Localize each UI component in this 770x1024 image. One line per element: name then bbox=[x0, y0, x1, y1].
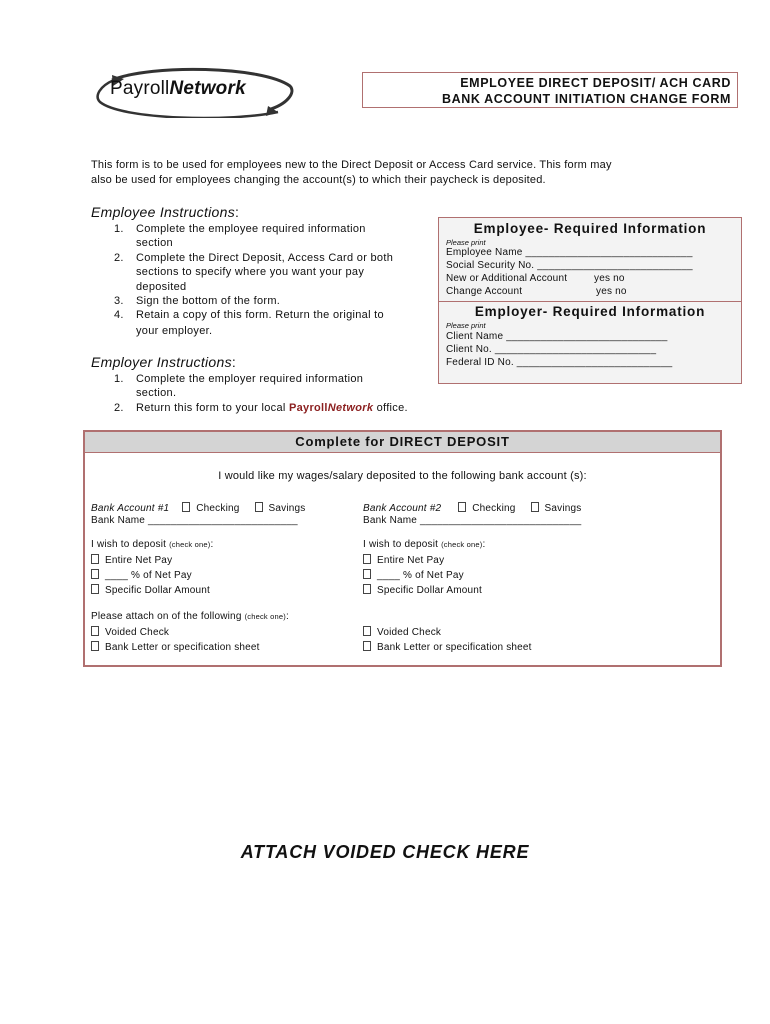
account-1-wish-label: I wish to deposit (check one): bbox=[91, 539, 214, 550]
account-2-savings-option[interactable]: Savings bbox=[531, 503, 582, 514]
brand-payroll: Payroll bbox=[288, 401, 328, 414]
employer-instructions-heading: Employer Instructions: bbox=[91, 354, 237, 370]
ssn-field[interactable]: Social Security No. ___________________________ bbox=[446, 260, 693, 271]
checkbox-icon[interactable] bbox=[91, 641, 99, 651]
checkbox-icon[interactable] bbox=[458, 502, 466, 512]
account-2-percent-option[interactable]: ____ % of Net Pay bbox=[363, 569, 464, 581]
account-2-checking-option[interactable]: Checking bbox=[458, 503, 515, 514]
checkbox-icon[interactable] bbox=[255, 502, 263, 512]
account-1-bank-letter-option[interactable]: Bank Letter or specification sheet bbox=[91, 641, 260, 653]
checkbox-icon[interactable] bbox=[363, 584, 371, 594]
account-2-wish-label: I wish to deposit (check one): bbox=[363, 539, 486, 550]
intro-paragraph bbox=[91, 158, 731, 188]
bank-2-name-field[interactable]: Bank Name ____________________________ bbox=[363, 515, 582, 526]
account-1-savings-option[interactable]: Savings bbox=[255, 503, 306, 514]
employee-instruction-item: 1. Complete the employee required information section bbox=[114, 223, 366, 250]
account-2-entire-net-pay-option[interactable]: Entire Net Pay bbox=[363, 554, 444, 566]
payroll-network-logo bbox=[92, 66, 298, 118]
new-account-yes-no[interactable]: yes no bbox=[594, 273, 625, 284]
checkbox-icon[interactable] bbox=[531, 502, 539, 512]
account-2-voided-check-option[interactable]: Voided Check bbox=[363, 626, 441, 638]
checkbox-icon[interactable] bbox=[363, 569, 371, 579]
intro-line1: This form is to be used for employees new to the Direct Deposit or Access Card service. This form may bbox=[91, 159, 612, 171]
intro-line2: also be used for employees changing the account(s) to which their paycheck is deposited. bbox=[91, 174, 546, 186]
required-information-panel bbox=[438, 217, 742, 384]
employee-instructions-list bbox=[114, 222, 434, 339]
account-1-entire-net-pay-option[interactable]: Entire Net Pay bbox=[91, 554, 172, 566]
checkbox-icon[interactable] bbox=[182, 502, 190, 512]
form-title-line2: BANK ACCOUNT INITIATION CHANGE FORM bbox=[441, 92, 731, 106]
checkbox-icon[interactable] bbox=[91, 554, 99, 564]
direct-deposit-section bbox=[83, 430, 722, 667]
employee-required-heading: Employee- Required Information bbox=[473, 221, 707, 236]
account-1-percent-option[interactable]: ____ % of Net Pay bbox=[91, 569, 192, 581]
bank-account-1-row bbox=[91, 502, 305, 514]
form-title-box bbox=[362, 72, 738, 108]
client-no-field[interactable]: Client No. ____________________________ bbox=[446, 344, 657, 355]
attach-voided-check-heading: ATTACH VOIDED CHECK HERE bbox=[240, 842, 530, 862]
employer-instruction-item: 1. Complete the employer required information section. bbox=[114, 373, 364, 400]
account-1-voided-check-option[interactable]: Voided Check bbox=[91, 626, 169, 638]
checkbox-icon[interactable] bbox=[363, 626, 371, 636]
employer-instruction-item: 2. Return this form to your local PayrollNetwork office. bbox=[114, 401, 408, 414]
bank-1-name-field[interactable]: Bank Name __________________________ bbox=[91, 515, 298, 526]
employee-please-print: Please print bbox=[446, 238, 486, 247]
federal-id-field[interactable]: Federal ID No. ___________________________ bbox=[446, 357, 673, 368]
brand-network: Network bbox=[327, 401, 374, 414]
account-2-bank-letter-option[interactable]: Bank Letter or specification sheet bbox=[363, 641, 532, 653]
checkbox-icon[interactable] bbox=[91, 626, 99, 636]
direct-deposit-intro: I would like my wages/salary deposited to the following bank account (s): bbox=[218, 470, 587, 482]
client-name-field[interactable]: Client Name ____________________________ bbox=[446, 331, 668, 342]
employer-required-heading: Employer- Required Information bbox=[474, 304, 706, 319]
attach-prompt: Please attach on of the following (check one): bbox=[91, 611, 289, 622]
logo-text-payroll: Payroll bbox=[110, 78, 170, 99]
account-1-dollar-option[interactable]: Specific Dollar Amount bbox=[91, 584, 210, 596]
panel-divider bbox=[439, 301, 741, 302]
checkbox-icon[interactable] bbox=[91, 584, 99, 594]
employee-instruction-item: 4. Retain a copy of this form. Return the original to your employer. bbox=[114, 309, 384, 337]
employee-instructions-heading: Employee Instructions: bbox=[91, 204, 240, 220]
form-title-line1: EMPLOYEE DIRECT DEPOSIT/ ACH CARD bbox=[460, 76, 731, 90]
employer-please-print: Please print bbox=[446, 321, 486, 330]
change-account-label: Change Account bbox=[446, 286, 523, 297]
direct-deposit-header: Complete for DIRECT DEPOSIT bbox=[85, 432, 720, 453]
account-2-dollar-option[interactable]: Specific Dollar Amount bbox=[363, 584, 482, 596]
bank-account-2-label: Bank Account #2 bbox=[363, 503, 442, 514]
checkbox-icon[interactable] bbox=[363, 641, 371, 651]
bank-account-2-row bbox=[363, 502, 581, 514]
employee-instruction-item: 2. Complete the Direct Deposit, Access Card or both sections to specify where you want your pay deposited bbox=[114, 251, 394, 293]
checkbox-icon[interactable] bbox=[91, 569, 99, 579]
logo-text-network: Network bbox=[169, 78, 246, 99]
employee-instruction-item: 3. Sign the bottom of the form. bbox=[114, 295, 281, 308]
bank-account-1-label: Bank Account #1 bbox=[91, 503, 170, 514]
new-account-label: New or Additional Account bbox=[446, 273, 568, 284]
change-account-yes-no[interactable]: yes no bbox=[596, 286, 627, 297]
employee-name-field[interactable]: Employee Name _____________________________ bbox=[446, 247, 693, 258]
employer-instructions-list bbox=[114, 372, 474, 415]
checkbox-icon[interactable] bbox=[363, 554, 371, 564]
account-1-checking-option[interactable]: Checking bbox=[182, 503, 239, 514]
